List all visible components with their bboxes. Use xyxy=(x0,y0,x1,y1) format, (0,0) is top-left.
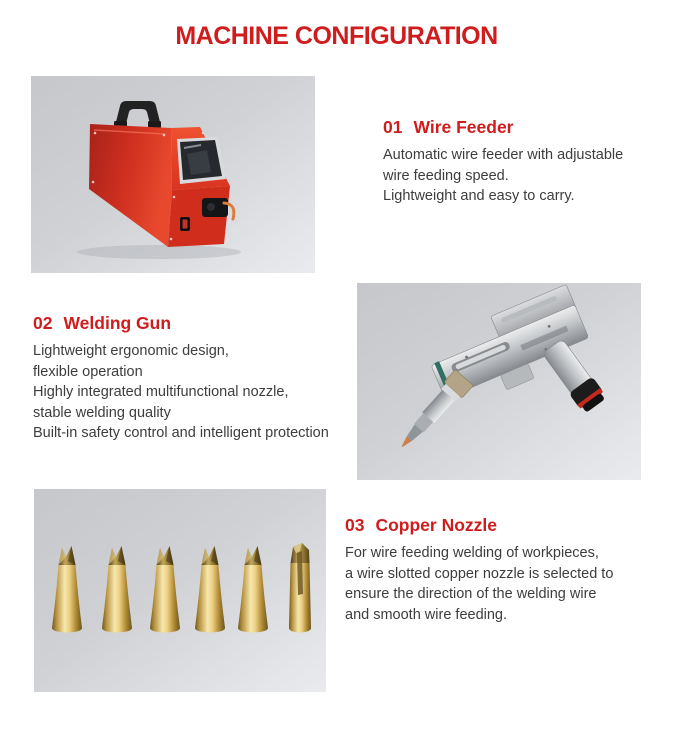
section-title: Welding Gun xyxy=(63,313,172,333)
section-03-text xyxy=(345,514,613,625)
description-line: For wire feeding welding of workpieces, xyxy=(345,545,599,561)
description-line: Lightweight ergonomic design, xyxy=(33,343,229,359)
description-line: ensure the direction of the welding wire xyxy=(345,586,597,602)
section-number: 03 xyxy=(345,515,365,535)
section-number: 01 xyxy=(383,117,403,137)
description-line: Lightweight and easy to carry. xyxy=(383,188,575,204)
description-line: Automatic wire feeder with adjustable xyxy=(383,147,624,163)
description-line: and smooth wire feeding. xyxy=(345,606,508,623)
description-line: stable welding quality xyxy=(33,404,171,421)
section-03-heading xyxy=(345,514,613,536)
section-title: Copper Nozzle xyxy=(375,515,498,535)
wire-feeder-photo-panel xyxy=(31,76,315,273)
welding-gun-photo-panel xyxy=(357,283,641,480)
description-line: flexible operation xyxy=(33,363,143,380)
section-01-text xyxy=(383,116,623,207)
section-01-heading xyxy=(383,116,623,138)
description-line: Highly integrated multifunctional nozzle, xyxy=(33,384,289,400)
description-line: wire feeding speed. xyxy=(383,167,509,184)
welding-gun-image xyxy=(357,283,641,480)
section-02-text xyxy=(33,312,329,444)
section-02-heading xyxy=(33,312,329,334)
copper-nozzle-image xyxy=(34,489,326,692)
copper-nozzle-photo-panel xyxy=(34,489,326,692)
section-01-description xyxy=(383,145,623,207)
description-line: Built-in safety control and intelligent protection xyxy=(33,425,329,441)
section-title: Wire Feeder xyxy=(413,117,514,137)
section-02-description xyxy=(33,341,329,444)
section-03-description xyxy=(345,543,613,625)
wire-feeder-image xyxy=(31,76,315,273)
page-title: MACHINE CONFIGURATION xyxy=(175,22,498,50)
description-line: a wire slotted copper nozzle is selected to xyxy=(345,565,614,582)
section-number: 02 xyxy=(33,313,53,333)
